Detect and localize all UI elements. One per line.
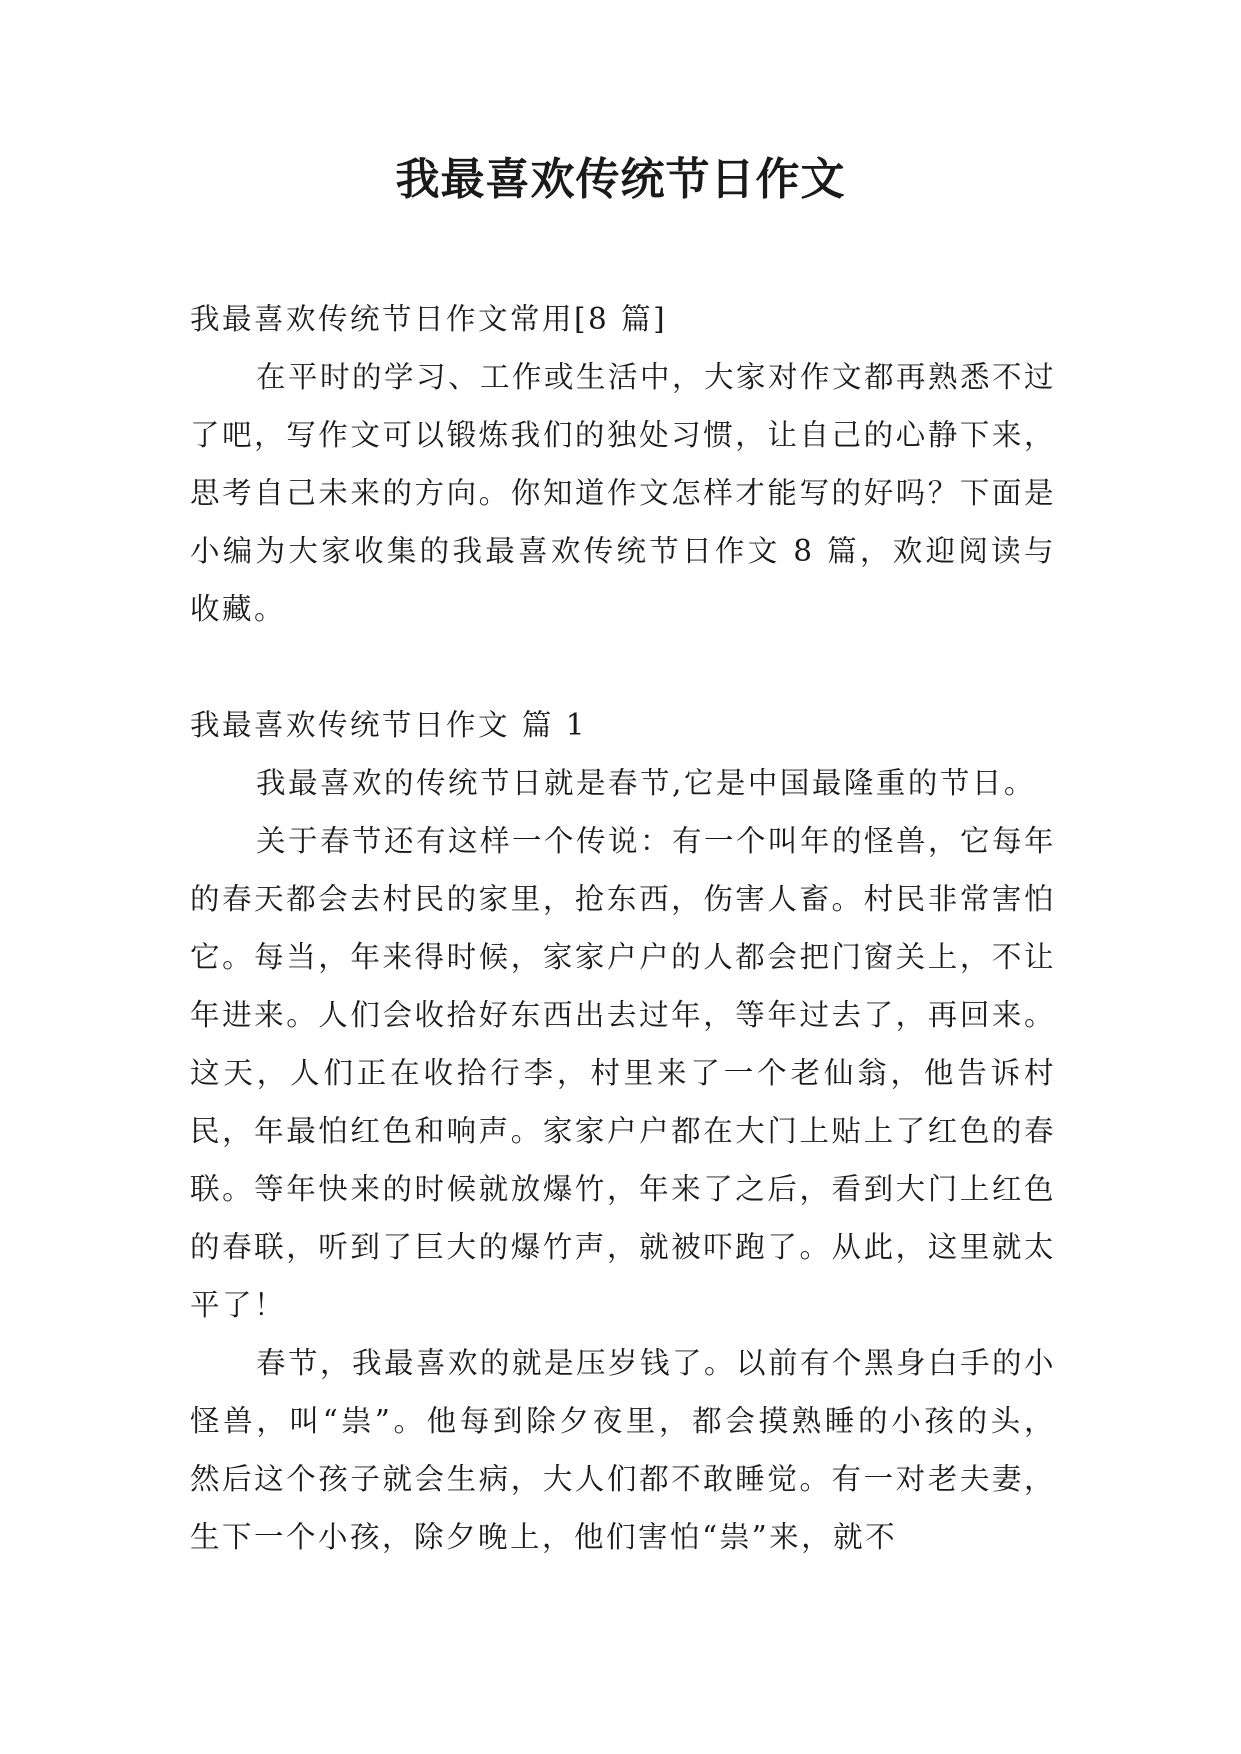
section-spacer <box>190 638 1056 696</box>
intro-paragraph: 在平时的学习、工作或生活中，大家对作文都再熟悉不过了吧，写作文可以锻炼我们的独处习惯，让自己的心静下来，思考自己未来的方向。你知道作文怎样才能写的好吗？下面是小编为大家收集的我最喜欢传统节日作文 8 篇，欢迎阅读与收藏。 <box>190 360 1057 626</box>
document-title: 我最喜欢传统节日作文 <box>395 154 846 205</box>
body-paragraph: 关于春节还有这样一个传说：有一个叫年的怪兽，它每年的春天都会去村民的家里，抢东西，伤害人畜。村民非常害怕它。每当，年来得时候，家家户户的人都会把门窗关上，不让年进来。人们会收拾好东西出去过年，等年过去了，再回来。这天，人们正在收拾行李，村里来了一个老仙翁，他告诉村民，年最怕红色和响声。家家户户都在大门上贴上了红色的春联。等年快来的时候就放爆竹，年来了之后，看到大门上红色的春联，听到了巨大的爆竹声，就被吓跑了。从此，这里就太平了！ <box>190 824 1057 1322</box>
body-paragraph: 春节，我最喜欢的就是压岁钱了。以前有个黑身白手的小怪兽，叫“祟”。他每到除夕夜里，都会摸熟睡的小孩的头，然后这个孩子就会生病，大人们都不敢睡觉。有一对老夫妻，生下一个小孩，除夕晚上，他们害怕“祟”来，就不 <box>190 1346 1057 1554</box>
body-paragraph: 我最喜欢的传统节日就是春节,它是中国最隆重的节日。 <box>256 766 1036 800</box>
document-subtitle: 我最喜欢传统节日作文常用[8 篇] <box>190 302 668 336</box>
document-body <box>190 290 1056 1566</box>
section-heading: 我最喜欢传统节日作文 篇 1 <box>190 708 588 742</box>
